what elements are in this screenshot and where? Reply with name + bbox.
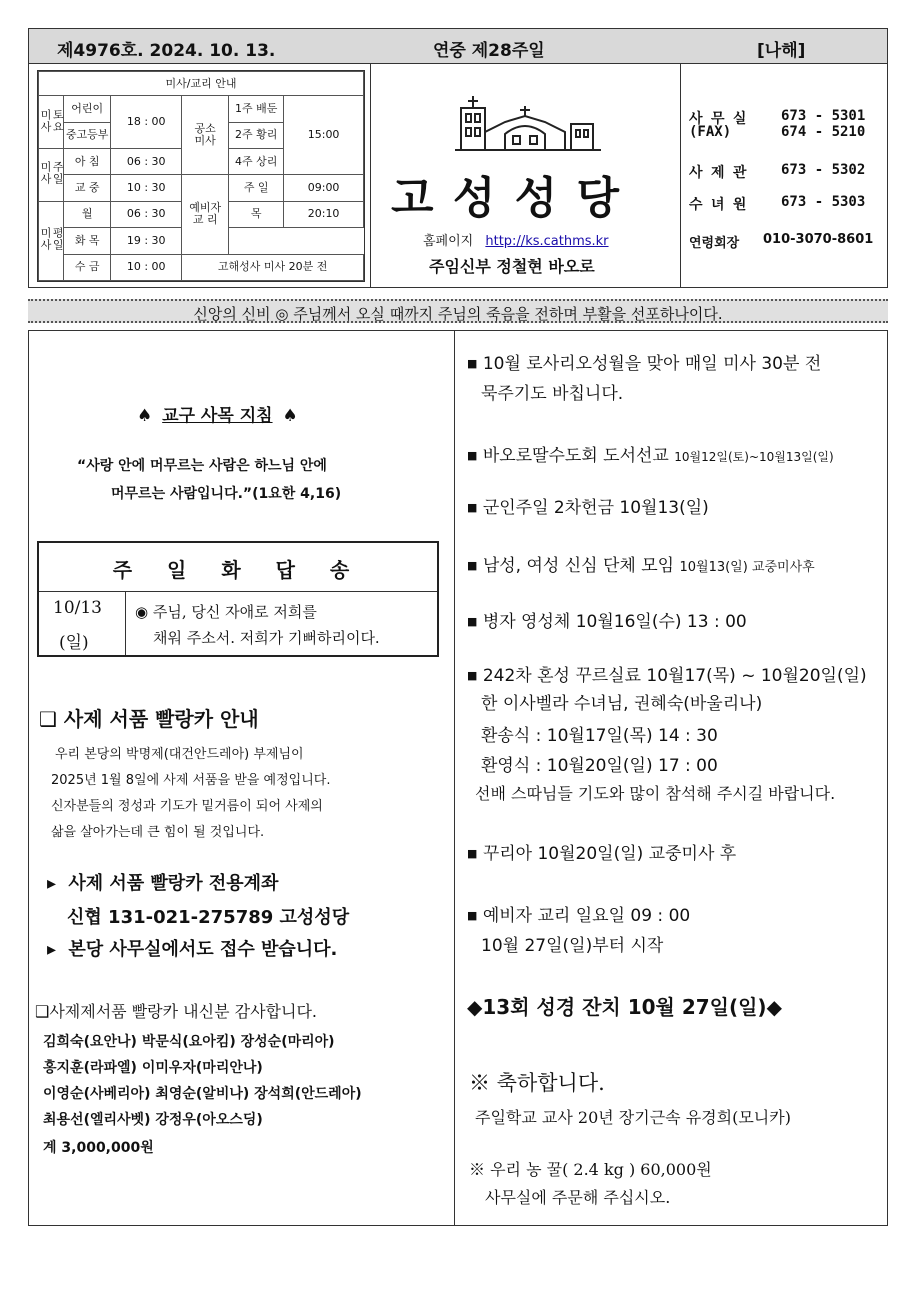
spade-icon: ♠ — [282, 406, 298, 426]
hymn-title: 주 일 화 답 송 — [112, 558, 364, 582]
youth-mass: 중고등부 — [64, 122, 111, 148]
account-title: 사제 서품 빨랑카 전용계좌 — [68, 873, 279, 894]
monday-mass: 월 — [64, 201, 111, 227]
bullet-icon: ■ — [467, 669, 478, 682]
notice-cursillo-line-4: 환영식 : 10월20일(일) 17 : 00 — [481, 756, 718, 776]
tue-thu-mass-time: 19 : 30 — [111, 228, 182, 254]
bullet-icon: ■ — [467, 615, 478, 628]
main-mass: 교 중 — [64, 175, 111, 201]
convent-phone: 673 - 5303 — [781, 194, 866, 210]
bouquet-para-1: 우리 본당의 박명제(대건안드레아) 부제님이 — [55, 747, 304, 762]
notice-catechumen-line-1: 예비자 교리 일요일 09 : 00 — [482, 906, 691, 926]
homepage-link[interactable]: http://ks.cathms.kr — [485, 234, 609, 249]
office-accept-note — [47, 935, 337, 961]
notice-catechumen-line-2: 10월 27일(일)부터 시작 — [481, 936, 664, 956]
bullet-icon: ■ — [467, 357, 478, 370]
catechumen-thursday-time: 20:10 — [284, 201, 364, 227]
bouquet-title: ❑ 사제 서품 빨랑카 안내 — [39, 707, 259, 731]
office-phone: 673 - 5301 — [781, 108, 866, 124]
office-label: 사 무 실 — [689, 111, 747, 127]
child-mass: 어린이 — [64, 96, 111, 122]
catechumen-thursday: 목 — [229, 201, 284, 227]
notice-curia — [467, 839, 736, 864]
congrats-body: 주일학교 교사 20년 장기근속 유경희(모니카) — [475, 1108, 791, 1127]
spade-icon: ♠ — [137, 406, 153, 426]
notice-book-mission-dates: 10월12일(토)~10월13일(일) — [674, 450, 834, 464]
main-content — [28, 330, 888, 1226]
catechumen-sunday-time: 09:00 — [284, 175, 364, 201]
notice-cursillo-line-2: 한 이사벨라 수녀님, 권혜숙(바울리나) — [481, 694, 763, 714]
rectory-label: 사 제 관 — [689, 165, 747, 181]
weekday-mass-label: 평일 미사 — [39, 227, 65, 252]
fax-label: (FAX) — [689, 124, 732, 140]
gongso-time: 15:00 — [284, 96, 364, 175]
homepage-label: 홈페이지 — [423, 234, 474, 249]
notice-rosary-line-1: 10월 로사리오성월을 맞아 매일 미사 30분 전 — [482, 354, 822, 374]
notice-rosary — [467, 349, 821, 374]
bible-festival: ◆13회 성경 잔치 10월 27일(일)◆ — [467, 995, 782, 1019]
mystery-of-faith-banner — [28, 299, 888, 323]
bullet-icon: ■ — [467, 847, 478, 860]
gongso-week4: 4주 상리 — [229, 148, 284, 174]
main-mass-time: 10 : 30 — [111, 175, 182, 201]
sun-mass-label: 주일 미사 — [39, 161, 65, 186]
hymn-line-2: 채워 주소서. 저희가 기뻐하리이다. — [153, 629, 380, 647]
notice-book-mission-text: 바오로딸수도회 도서선교 — [482, 446, 669, 466]
hymn-date: 10/13 — [53, 598, 102, 618]
donors-line-3: 이영순(사베리아) 최영순(알비나) 장석희(안드레아) — [43, 1086, 362, 1102]
issue-number: 제4976호. 2024. 10. 13. — [57, 41, 276, 61]
honey-sale-line-2: 사무실에 주문해 주십시오. — [485, 1188, 671, 1207]
honey-sale-line-1: ※ 우리 농 꿀( 2.4 kg ) 60,000원 — [469, 1160, 712, 1179]
bouquet-para-2: 2025년 1월 8일에 사제 서품을 받을 예정입니다. — [51, 773, 331, 788]
guideline-heading — [137, 401, 298, 426]
notice-groups — [467, 551, 815, 576]
bullet-icon: ■ — [467, 559, 478, 572]
fax-number: 674 - 5210 — [781, 124, 866, 140]
catechumen-sunday: 주 일 — [229, 175, 284, 201]
mass-schedule-table — [37, 70, 365, 282]
notice-communion-text: 병자 영성체 10월16일(수) 13 : 00 — [482, 612, 747, 632]
bullet-icon: ■ — [467, 449, 478, 462]
bouquet-para-4: 삶을 살아가는데 큰 힘이 될 것입니다. — [51, 825, 265, 840]
quote-line-1: “사랑 안에 머무르는 사람은 하느님 안에 — [77, 458, 327, 474]
wed-fri-mass: 수 금 — [64, 254, 111, 280]
notice-cursillo-line-3: 환송식 : 10월17일(목) 14 : 30 — [481, 726, 718, 746]
gongso-week2: 2주 황리 — [229, 122, 284, 148]
sat-mass-time: 18 : 00 — [111, 96, 182, 149]
church-building-icon — [453, 94, 603, 152]
thanks-title: ❑사제제서품 빨랑카 내신분 감사합니다. — [35, 1002, 317, 1021]
issue-header-bar — [28, 28, 888, 64]
notice-rosary-line-2: 묵주기도 바칩니다. — [481, 384, 624, 404]
gongso-mass: 공소 미사 — [182, 96, 229, 175]
notice-communion — [467, 607, 747, 632]
pastor-name: 주임신부 정철현 바오로 — [429, 257, 595, 276]
notice-catechumen — [467, 901, 690, 926]
bullet-icon: ■ — [467, 909, 478, 922]
notice-military-text: 군인주일 2차헌금 10월13(일) — [482, 498, 709, 518]
year-cycle: [나해] — [757, 41, 806, 61]
morning-mass: 아 침 — [64, 148, 111, 174]
hymn-day: (일) — [59, 633, 89, 653]
church-name: 고 성 성 당 — [391, 173, 621, 224]
notice-groups-time: 10월13(일) 교중미사후 — [679, 560, 815, 575]
council-label: 연령회장 — [689, 236, 740, 251]
convent-label: 수 녀 원 — [689, 197, 747, 213]
sat-mass-label: 토요 미사 — [39, 108, 65, 133]
tue-thu-mass: 화 목 — [64, 228, 111, 254]
mass-table-title: 미사/교리 안내 — [39, 72, 364, 96]
notice-curia-text: 꾸리아 10월20일(일) 교중미사 후 — [482, 844, 737, 864]
notice-cursillo — [467, 661, 867, 686]
account-number: 신협 131-021-275789 고성성당 — [67, 907, 350, 928]
bulletin-header — [28, 64, 888, 288]
donation-total: 계 3,000,000원 — [43, 1140, 154, 1156]
donors-line-1: 김희숙(요안나) 박문식(요아킴) 장성순(마리아) — [43, 1034, 335, 1050]
congrats-title: ※ 축하합니다. — [469, 1071, 605, 1095]
gongso-week1: 1주 배둔 — [229, 96, 284, 122]
arrow-icon: ▸ — [47, 873, 57, 894]
wed-fri-mass-time: 10 : 00 — [111, 254, 182, 280]
notice-groups-text: 남성, 여성 신심 단체 모임 — [482, 556, 675, 576]
notice-cursillo-line-1: 242차 혼성 꾸르실료 10월17(목) ~ 10월20일(일) — [482, 666, 867, 686]
catechumen-class: 예비자 교 리 — [182, 175, 229, 254]
banner-text: 신앙의 신비 ◎ 주님께서 오실 때까지 주님의 죽음을 전하며 부활을 선포하나이다. — [193, 305, 723, 323]
hymn-line-1: ◉ 주님, 당신 자애로 저희를 — [135, 603, 317, 621]
office-accept-text: 본당 사무실에서도 접수 받습니다. — [68, 939, 338, 960]
bullet-icon: ■ — [467, 501, 478, 514]
notice-book-mission — [467, 441, 834, 466]
sunday-title: 연중 제28주일 — [433, 41, 545, 61]
arrow-icon: ▸ — [47, 939, 57, 960]
morning-mass-time: 06 : 30 — [111, 148, 182, 174]
quote-line-2: 머무르는 사람입니다.”(1요한 4,16) — [111, 486, 342, 502]
notice-military — [467, 493, 709, 518]
rectory-phone: 673 - 5302 — [781, 162, 866, 178]
donors-line-4: 최용선(엘리사벳) 강정우(아오스딩) — [43, 1112, 263, 1128]
guideline-title: 교구 사목 지침 — [162, 406, 273, 426]
bouquet-para-3: 신자분들의 정성과 기도가 밑거름이 되어 사제의 — [51, 799, 323, 814]
account-heading — [47, 869, 278, 895]
monday-mass-time: 06 : 30 — [111, 201, 182, 227]
council-phone: 010-3070-8601 — [763, 232, 874, 247]
responsorial-psalm-box — [37, 541, 439, 657]
confession-note: 고해성사 미사 20분 전 — [182, 254, 364, 280]
notice-cursillo-line-5: 선배 스따님들 기도와 많이 참석해 주시길 바랍니다. — [475, 784, 836, 803]
donors-line-2: 홍지훈(라파엘) 이미우자(마리안나) — [43, 1060, 263, 1076]
